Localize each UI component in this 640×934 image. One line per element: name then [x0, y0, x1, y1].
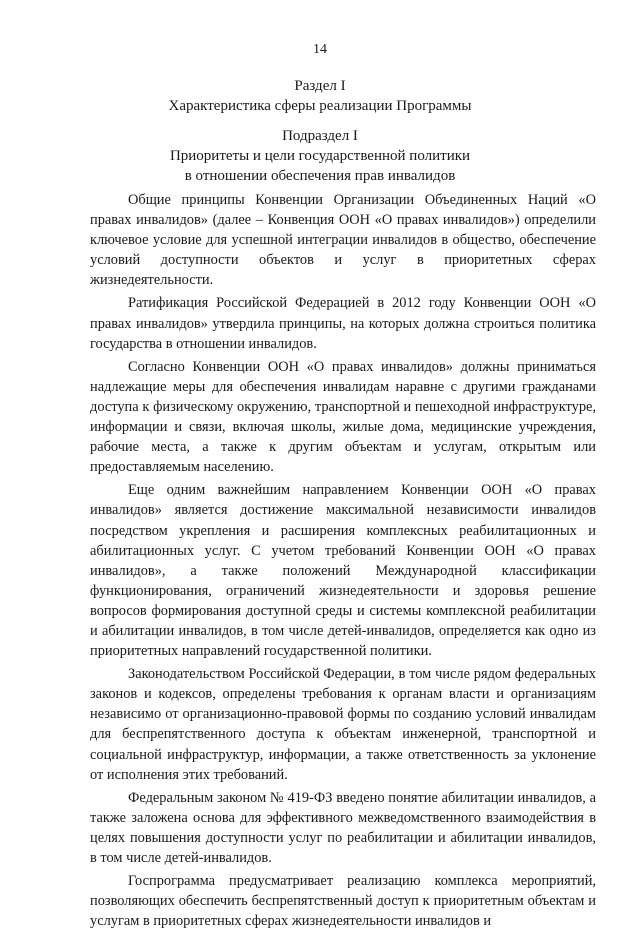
section-heading [0, 76, 640, 116]
subsection-label: Подраздел I [282, 128, 358, 144]
paragraph-5: Законодательством Российской Федерации, в том числе рядом федеральных законов и кодексов, определены требования к органам власти и организациям независимо от организационно-правовой формы по созданию условий инвалидам для беспрепятственного доступа к объектам инженерной, транспортной и социальной инфраструктур, информации, а также ответственность за уклонение от исполнения этих требований. [90, 666, 596, 783]
page-number: 14 [313, 42, 327, 57]
paragraph-3: Согласно Конвенции ООН «О правах инвалидов» должны приниматься надлежащие меры для обеспечения инвалидам наравне с другими гражданами доступа к физическому окружению, транспортной и пешеходной инфраструктуре, информации и связи, включая школы, жилые дома, медицинские учреждения, рабочие места, а также к другим объектам и услугам, открытым или предоставляемым населению. [90, 358, 596, 476]
paragraph-7: Госпрограмма предусматривает реализацию комплекса мероприятий, позволяющих обеспечить беспрепятственный доступ к приоритетным объектам и услугам в приоритетных сферах жизнедеятельности инвалидов и [90, 873, 596, 930]
paragraph-6: Федеральным законом № 419-ФЗ введено понятие абилитации инвалидов, а также заложена основа для эффективного межведомственного взаимодействия в целях повышения доступности услуг по реабилитации и абилитации инвалидов, в том числе детей-инвалидов. [90, 789, 596, 866]
paragraph-1: Общие принципы Конвенции Организации Объединенных Наций «О правах инвалидов» (далее – Конвенция ООН «О правах инвалидов») определили ключевое условие для успешной интеграции инвалидов в общество, обеспечение условий доступности объектов и услуг в приоритетных сферах жизнедеятельности. [90, 192, 596, 289]
subsection-title-line-2: в отношении обеспечения прав инвалидов [184, 168, 456, 184]
paragraph-2: Ратификация Российской Федерацией в 2012 году Конвенции ООН «О правах инвалидов» утвердила принципы, на которых должна строиться политика государства в отношении инвалидов. [90, 295, 596, 352]
section-label: Раздел I [294, 78, 346, 94]
subsection-title-line-1: Приоритеты и цели государственной политики [169, 148, 471, 164]
body-text [90, 190, 596, 934]
subsection-heading [0, 126, 640, 186]
paragraph-4: Еще одним важнейшим направлением Конвенции ООН «О правах инвалидов» является достижение максимальной независимости инвалидов посредством укрепления и расширения комплексных реабилитационных и абилитационных услуг. С учетом требований Конвенции ООН «О правах инвалидов», а также положений Международной классификации функционирования, ограничений жизнедеятельности и здоровья решение вопросов формирования доступной среды и системы комплексной реабилитации и абилитации инвалидов, в том числе детей-инвалидов, определяется как одно из приоритетных направлений государственной политики. [90, 482, 596, 660]
section-title: Характеристика сферы реализации Программы [168, 98, 472, 114]
